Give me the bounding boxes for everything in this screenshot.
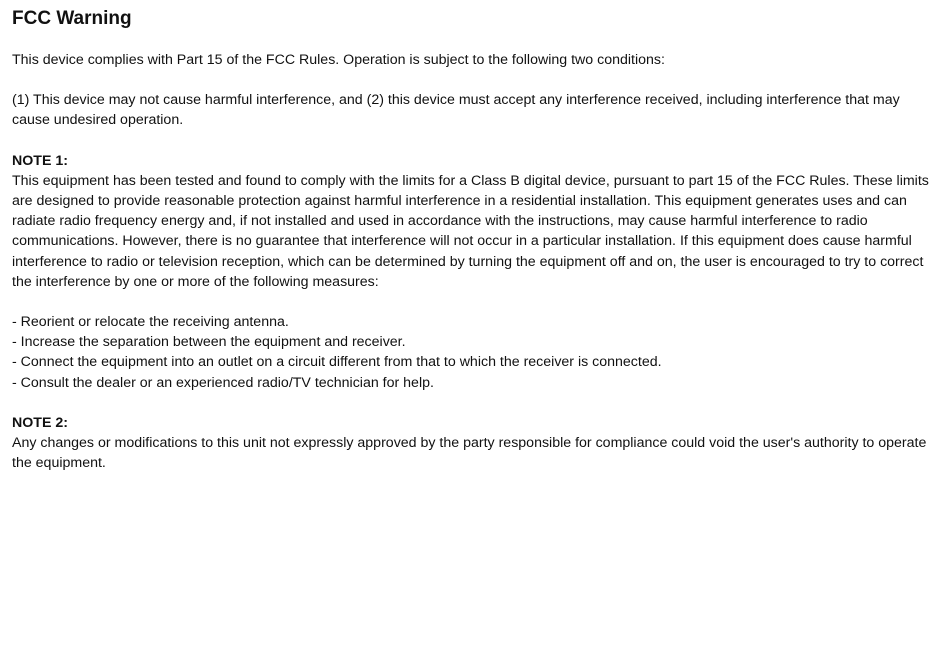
spacer	[12, 393, 938, 413]
spacer	[12, 131, 938, 151]
intro-paragraph: This device complies with Part 15 of the FCC Rules. Operation is subject to the following two conditions:	[12, 52, 665, 68]
list-item: - Increase the separation between the equipment and receiver.	[12, 334, 406, 351]
list-item: - Reorient or relocate the receiving antenna.	[12, 314, 289, 331]
note1-heading: NOTE 1:	[12, 152, 68, 169]
note2-body: Any changes or modifications to this unit not expressly approved by the party responsible for compliance could void the user's authority to operate the equipment.	[12, 435, 927, 472]
spacer	[12, 70, 938, 90]
conditions-paragraph: (1) This device may not cause harmful interference, and (2) this device must accept any interference received, including interference that may cause undesired operation.	[12, 92, 900, 129]
list-item: - Connect the equipment into an outlet on a circuit different from that to which the receiver is connected.	[12, 354, 662, 371]
page-title: FCC Warning	[12, 8, 132, 29]
note2-heading: NOTE 2:	[12, 414, 68, 431]
fcc-warning-document	[12, 8, 938, 473]
note1-body: This equipment has been tested and found to comply with the limits for a Class B digital device, pursuant to part 15 of the FCC Rules. These limits are designed to provide reasonable protection against harmful interference in a residential installation. This equipment generates uses and can radiate radio frequency energy and, if not installed and used in accordance with the instructions, may cause harmful interference to radio communications. However, there is no guarantee that interference will not occur in a particular installation. If this equipment does cause harmful interference to radio or television reception, which can be determined by turning the equipment off and on, the user is encouraged to try to correct the interference by one or more of the following measures:	[12, 172, 929, 290]
spacer	[12, 292, 938, 312]
measures-list	[12, 312, 938, 393]
list-item: - Consult the dealer or an experienced radio/TV technician for help.	[12, 374, 434, 391]
